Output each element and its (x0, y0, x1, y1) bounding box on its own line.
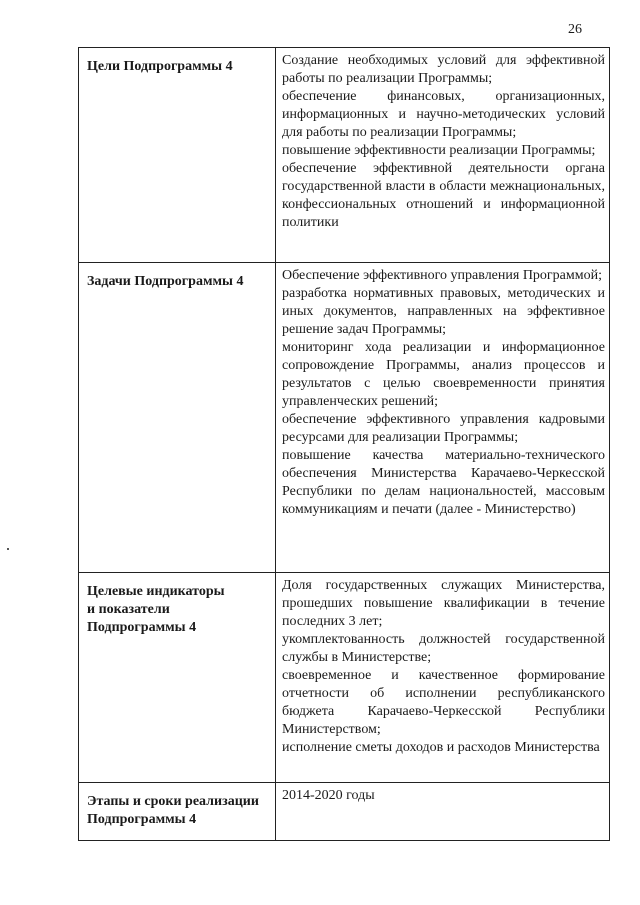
content-paragraph: укомплектованность должностей государственной службы в Министерстве; (282, 632, 605, 665)
content-paragraph: Создание необходимых условий для эффективной работы по реализации Программы; (282, 53, 605, 86)
row-label-line: Целевые индикаторы (87, 584, 225, 599)
row-label-cell (79, 263, 276, 573)
table-row (79, 263, 610, 573)
row-label (79, 48, 275, 76)
row-content-cell (276, 573, 610, 783)
content-paragraph: Доля государственных служащих Министерства, прошедших повышение квалификации в течение последних 3 лет; (282, 578, 605, 629)
table-row (79, 48, 610, 263)
content-paragraph: мониторинг хода реализации и информационное сопровождение Программы, анализ процессов и результатов с целью своевременности принятия управленческих решений; (282, 340, 605, 409)
content-paragraph: повышение эффективности реализации Программы; (282, 143, 596, 158)
table-row (79, 573, 610, 783)
row-label-line: Этапы и сроки реализации Подпрограммы 4 (87, 794, 259, 827)
content-paragraph: разработка нормативных правовых, методических и иных документов, направленных на эффективное решение задач Программы; (282, 286, 605, 337)
content-paragraph: обеспечение финансовых, организационных, информационных и научно-методических условий для работы по реализации Программы; (282, 89, 605, 140)
scan-speck (7, 548, 9, 550)
row-label (79, 573, 275, 637)
row-label-line: и показатели (87, 602, 170, 617)
row-label-cell (79, 48, 276, 263)
row-content-cell (276, 783, 610, 841)
row-label (79, 263, 275, 291)
row-content (276, 48, 609, 232)
content-paragraph: 2014-2020 годы (282, 788, 375, 803)
table-row (79, 783, 610, 841)
content-paragraph: исполнение сметы доходов и расходов Министерства (282, 740, 600, 755)
page-number: 26 (568, 22, 582, 37)
content-paragraph: обеспечение эффективного управления кадровыми ресурсами для реализации Программы; (282, 412, 605, 445)
row-content-cell (276, 263, 610, 573)
row-label-cell (79, 783, 276, 841)
row-label (79, 783, 275, 829)
subprogram-passport-table (78, 47, 610, 841)
content-paragraph: обеспечение эффективной деятельности органа государственной власти в области межнациональных, конфессиональных отношений и информационной политики (282, 161, 605, 230)
row-content (276, 263, 609, 519)
row-label-line: Цели Подпрограммы 4 (87, 59, 233, 74)
row-content-cell (276, 48, 610, 263)
row-label-line: Задачи Подпрограммы 4 (87, 274, 244, 289)
row-label-line: Подпрограммы 4 (87, 620, 197, 635)
row-content (276, 573, 609, 757)
content-paragraph: своевременное и качественное формирование отчетности об исполнении республиканского бюджета Карачаево-Черкесской Республики Министерством; (282, 668, 605, 737)
content-paragraph: повышение качества материально-технического обеспечения Министерства Карачаево-Черкесской Республики по делам национальностей, массовым коммуникациям и печати (далее - Министерство) (282, 448, 605, 517)
content-paragraph: Обеспечение эффективного управления Программой; (282, 268, 602, 283)
row-label-cell (79, 573, 276, 783)
row-content (276, 783, 609, 805)
